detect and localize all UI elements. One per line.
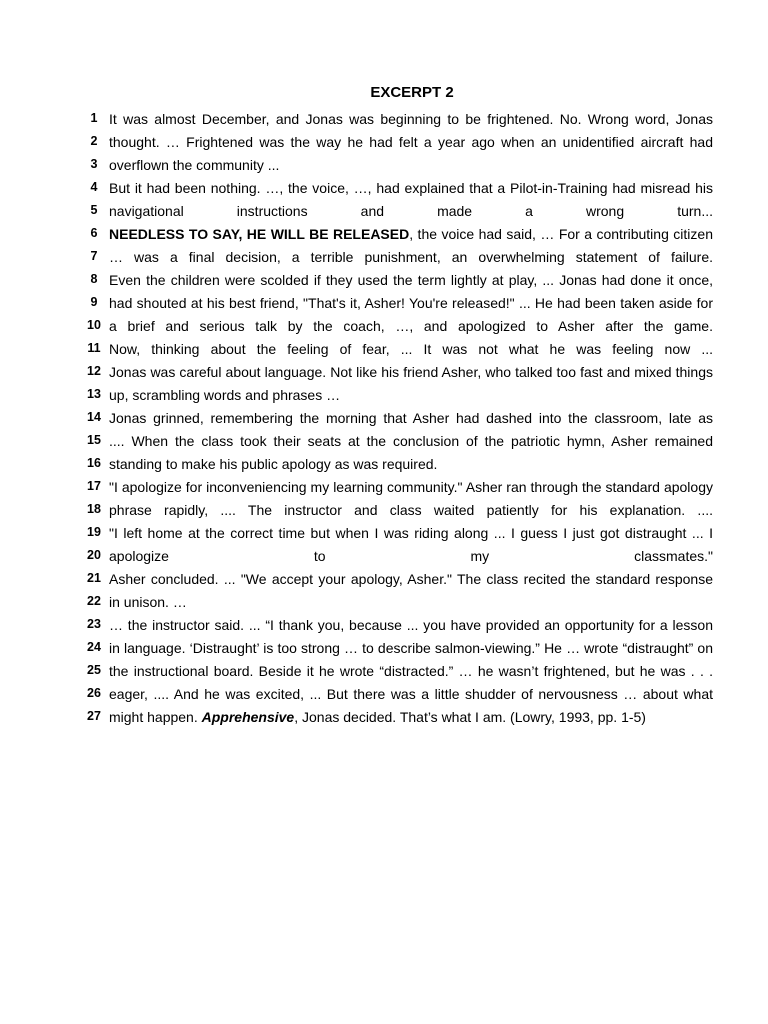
text-line <box>0 361 768 384</box>
line-text-content: … the instructor said. ... “I thank you, because ... you have provided an opportunity for a lesson <box>109 617 713 633</box>
emphasis-bold-italic: Apprehensive <box>201 709 295 725</box>
line-text <box>109 385 713 405</box>
line-number: 20 <box>87 548 101 562</box>
line-text <box>109 247 713 267</box>
line-text <box>109 661 713 681</box>
line-text-content: Even the children were scolded if they used the term lightly at play, ... Jonas had done it once, <box>109 272 713 288</box>
text-line <box>0 200 768 223</box>
line-number: 26 <box>87 686 101 700</box>
line-text-content: overflown the community ... <box>109 157 280 173</box>
line-text <box>109 270 713 290</box>
line-text <box>109 431 713 451</box>
line-text <box>109 224 713 244</box>
document-title: EXCERPT 2 <box>370 84 454 101</box>
excerpt-body <box>0 108 768 729</box>
line-text-content: up, scrambling words and phrases … <box>109 387 341 403</box>
line-text-content: the instructional board. Beside it he wrote “distracted.” … he wasn’t frightened, but he was . . . <box>109 663 713 679</box>
text-line <box>0 614 768 637</box>
text-line <box>0 660 768 683</box>
text-line <box>0 407 768 430</box>
line-number: 27 <box>87 709 101 723</box>
line-text <box>109 109 713 129</box>
line-text-content: navigational instructions and made a wrong turn... <box>109 203 713 219</box>
line-number: 19 <box>87 525 101 539</box>
text-line <box>0 269 768 292</box>
text-line <box>0 453 768 476</box>
line-text-content: thought. … Frightened was the way he had felt a year ago when an unidentified aircraft had <box>109 134 713 150</box>
line-text-content: Now, thinking about the feeling of fear, ... It was not what he was feeling now ... <box>109 341 713 357</box>
line-text <box>109 592 713 612</box>
text-line <box>0 499 768 522</box>
line-number: 21 <box>87 571 101 585</box>
line-text <box>109 316 713 336</box>
line-text <box>109 201 713 221</box>
line-number: 11 <box>87 341 101 355</box>
text-line <box>0 430 768 453</box>
line-text-content: … was a final decision, a terrible punishment, an overwhelming statement of failure. <box>109 249 713 265</box>
line-number: 8 <box>90 272 98 286</box>
line-number: 25 <box>87 663 101 677</box>
line-text <box>109 155 713 175</box>
line-text-before: might happen. <box>109 709 202 725</box>
line-text <box>109 500 713 520</box>
line-text-content: eager, .... And he was excited, ... But there was a little shudder of nervousness … about what <box>109 686 713 702</box>
line-text-content: .... When the class took their seats at the conclusion of the patriotic hymn, Asher remained <box>109 433 713 449</box>
text-line <box>0 177 768 200</box>
text-line <box>0 223 768 246</box>
line-number: 24 <box>87 640 101 654</box>
line-number: 23 <box>87 617 101 631</box>
line-number: 2 <box>90 134 98 148</box>
line-number: 18 <box>87 502 101 516</box>
text-line <box>0 522 768 545</box>
text-line <box>0 131 768 154</box>
line-text-content: phrase rapidly, .... The instructor and class waited patiently for his explanation. .... <box>109 502 713 518</box>
text-line <box>0 108 768 131</box>
line-number: 17 <box>87 479 101 493</box>
line-text <box>109 339 713 359</box>
line-text <box>109 546 713 566</box>
text-line <box>0 384 768 407</box>
line-text-content: But it had been nothing. …, the voice, …, had explained that a Pilot-in-Training had misread his <box>109 180 713 196</box>
line-number: 3 <box>90 157 98 171</box>
line-number: 12 <box>87 364 101 378</box>
line-text-content: apologize to my classmates." <box>109 548 713 564</box>
line-text-content: "I apologize for inconveniencing my learning community." Asher ran through the standard apology <box>109 479 713 495</box>
line-text <box>109 454 713 474</box>
line-number: 13 <box>87 387 101 401</box>
line-text-content: Jonas was careful about language. Not like his friend Asher, who talked too fast and mixed things <box>109 364 713 380</box>
line-text-content: in language. ‘Distraught’ is too strong … to describe salmon-viewing.” He … wrote “distraught” on <box>109 640 713 656</box>
text-line <box>0 476 768 499</box>
line-number: 16 <box>87 456 101 470</box>
line-text-content: "I left home at the correct time but when I was riding along ... I guess I just got distraught ... I <box>109 525 713 541</box>
line-text <box>109 408 713 428</box>
text-line <box>0 315 768 338</box>
line-number: 5 <box>90 203 98 217</box>
line-number: 9 <box>90 295 98 309</box>
line-text-content: Asher concluded. ... "We accept your apology, Asher." The class recited the standard response <box>109 571 713 587</box>
line-number: 10 <box>87 318 101 332</box>
text-line <box>0 338 768 361</box>
line-number: 15 <box>87 433 101 447</box>
text-line <box>0 706 768 729</box>
line-text <box>109 132 713 152</box>
line-text-content: had shouted at his best friend, "That's it, Asher! You're released!" ... He had been taken aside for <box>109 295 713 311</box>
line-text-content: It was almost December, and Jonas was beginning to be frightened. No. Wrong word, Jonas <box>109 111 713 127</box>
emphasis-bold: NEEDLESS TO SAY, HE WILL BE RELEASED <box>109 226 410 242</box>
text-line <box>0 545 768 568</box>
line-text <box>109 477 713 497</box>
line-text <box>109 707 713 727</box>
line-number: 4 <box>90 180 98 194</box>
line-text <box>109 362 713 382</box>
line-number: 14 <box>87 410 101 424</box>
text-line <box>0 591 768 614</box>
line-number: 22 <box>87 594 101 608</box>
text-line <box>0 683 768 706</box>
line-text-content: Jonas grinned, remembering the morning that Asher had dashed into the classroom, late as <box>109 410 713 426</box>
text-line <box>0 637 768 660</box>
line-text <box>109 615 713 635</box>
text-line <box>0 292 768 315</box>
line-text <box>109 638 713 658</box>
line-text <box>109 293 713 313</box>
line-text-content: a brief and serious talk by the coach, …, and apologized to Asher after the game. <box>109 318 713 334</box>
line-text-content: standing to make his public apology as was required. <box>109 456 438 472</box>
line-text <box>109 569 713 589</box>
line-number: 6 <box>90 226 98 240</box>
line-text <box>109 523 713 543</box>
line-text-content: , the voice had said, … For a contributing citizen <box>409 226 713 242</box>
line-number: 7 <box>90 249 98 263</box>
line-text-content: , Jonas decided. That’s what I am. (Lowry, 1993, pp. 1-5) <box>294 709 646 725</box>
text-line <box>0 568 768 591</box>
line-text-content: in unison. … <box>109 594 187 610</box>
line-text <box>109 178 713 198</box>
text-line <box>0 154 768 177</box>
text-line <box>0 246 768 269</box>
line-text <box>109 684 713 704</box>
line-number: 1 <box>90 111 98 125</box>
